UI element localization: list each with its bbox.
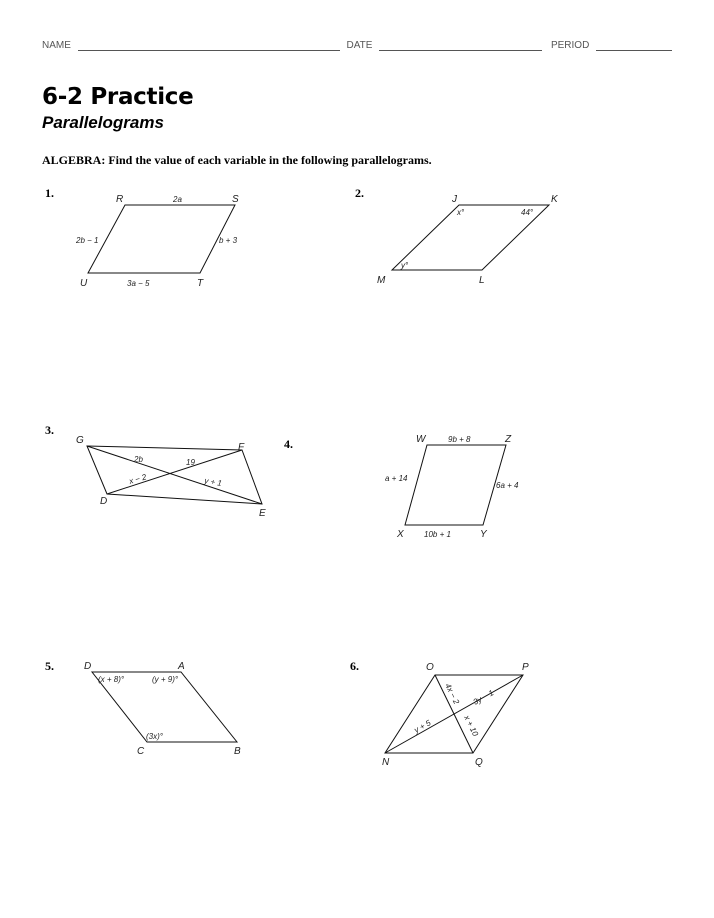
segment-label-e: y + 1 — [203, 476, 223, 489]
vertex-b: B — [234, 746, 241, 757]
vertex-d: D — [84, 661, 92, 672]
angle-label-c: (3x)° — [146, 732, 163, 741]
problem-3-figure — [70, 430, 280, 525]
side-label-wx: a + 14 — [385, 474, 408, 483]
vertex-q: Q — [475, 757, 483, 768]
side-label-st: b + 3 — [219, 236, 238, 245]
problem-2-number: 2. — [355, 186, 364, 200]
vertex-g: G — [76, 435, 84, 446]
vertex-t: T — [197, 278, 204, 289]
segment-label-d: x − 2 — [128, 472, 148, 486]
vertex-a: A — [178, 661, 185, 672]
segment-label-q: x + 10 — [462, 713, 480, 738]
side-label-wz: 9b + 8 — [448, 435, 471, 444]
vertex-p: P — [522, 662, 529, 673]
side-label-ut: 3a − 5 — [127, 279, 150, 288]
problem-5-number: 5. — [45, 659, 54, 673]
parallelogram-wzyx — [405, 445, 506, 525]
side-label-rs: 2a — [173, 195, 182, 204]
problem-3-number: 3. — [45, 423, 54, 437]
vertex-k: K — [551, 194, 558, 205]
segment-label-n: y + 5 — [412, 718, 433, 735]
diagonal-ge — [87, 446, 262, 504]
name-label: NAME — [42, 40, 71, 51]
vertex-c: C — [137, 746, 145, 757]
vertex-w: W — [416, 434, 426, 445]
page-title: 6-2 Practice — [42, 84, 194, 110]
problem-5-figure — [70, 655, 270, 760]
problem-1-number: 1. — [45, 186, 54, 200]
date-label: DATE — [346, 40, 373, 51]
vertex-d: D — [100, 496, 108, 507]
problem-6-number: 6. — [350, 659, 359, 673]
vertex-x: X — [397, 529, 404, 540]
side-label-xy: 10b + 1 — [424, 530, 451, 539]
segment-label-p: 3y − 1 — [471, 688, 496, 707]
angle-label-d: (x + 8)° — [98, 675, 125, 684]
parallelogram-rstu — [88, 205, 235, 273]
vertex-z: Z — [505, 434, 512, 445]
date-field[interactable] — [379, 40, 542, 51]
vertex-o: O — [426, 662, 434, 673]
vertex-f: F — [238, 442, 245, 453]
vertex-n: N — [382, 757, 390, 768]
segment-label-o: 4x − 2 — [443, 681, 461, 706]
name-field[interactable] — [78, 40, 340, 51]
vertex-u: U — [80, 278, 88, 289]
angle-label-k: 44° — [521, 208, 534, 217]
vertex-j: J — [452, 194, 457, 205]
segment-label-g: 2b — [134, 455, 143, 464]
angle-label-m: y° — [401, 261, 409, 270]
problem-4-number: 4. — [284, 437, 293, 451]
vertex-s: S — [232, 194, 239, 205]
instructions: ALGEBRA: Find the value of each variable in the following parallelograms. — [42, 153, 432, 167]
vertex-l: L — [479, 275, 485, 286]
problem-2-figure — [375, 190, 575, 290]
problem-4-figure — [380, 425, 540, 545]
problem-6-figure — [378, 655, 548, 770]
page-subtitle: Parallelograms — [42, 113, 164, 132]
student-info-line — [42, 40, 672, 51]
side-label-ru: 2b − 1 — [76, 236, 99, 245]
vertex-m: M — [377, 275, 386, 286]
vertex-y: Y — [480, 529, 487, 540]
vertex-r: R — [116, 194, 124, 205]
angle-label-a: (y + 9)° — [152, 675, 179, 684]
vertex-e: E — [259, 508, 266, 519]
angle-label-j: x° — [457, 208, 465, 217]
problem-1-figure — [60, 190, 260, 300]
period-label: PERIOD — [550, 40, 590, 51]
period-field[interactable] — [596, 40, 672, 51]
side-label-zy: 6a + 4 — [496, 481, 519, 490]
segment-label-f: 19 — [186, 458, 195, 467]
diagonal-fd — [107, 450, 242, 494]
